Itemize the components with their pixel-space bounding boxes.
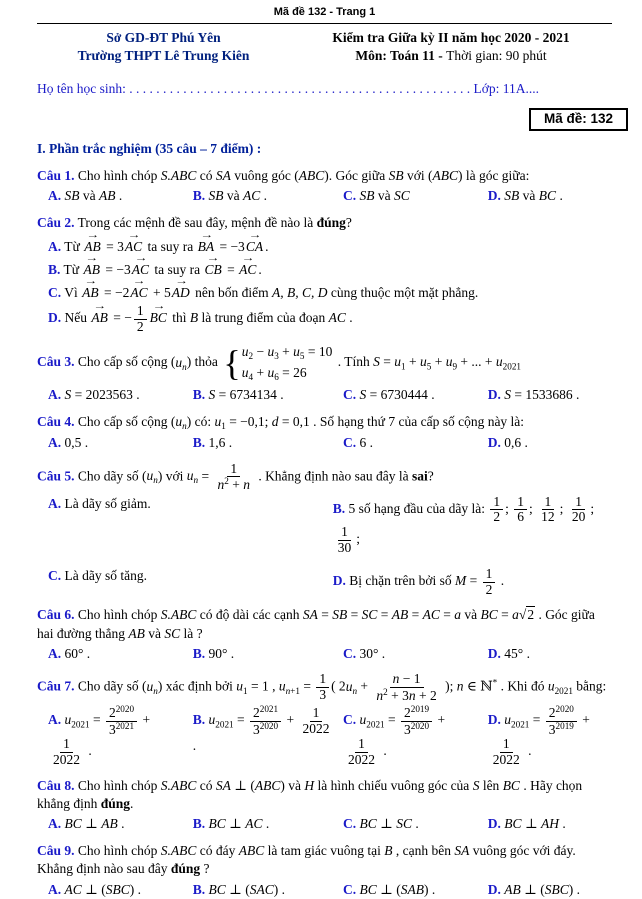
- option-letter: D.: [487, 435, 501, 451]
- question-label: Câu 1.: [37, 167, 75, 183]
- option-letter: B.: [48, 261, 61, 277]
- answer-option: C. $u_{2021}$ = $\frac{2^{2019}}{3^{2020}}$ + $\frac{1}{2022}$ .: [343, 704, 446, 767]
- options: [37, 645, 612, 663]
- fraction: $\frac{1}{6}$: [514, 495, 527, 525]
- fraction: $\frac{1}{2022}$: [348, 736, 376, 767]
- options: [37, 235, 612, 335]
- option-letter: B.: [192, 816, 206, 831]
- options: [37, 495, 612, 597]
- question: [37, 606, 612, 663]
- exam-title: Kiểm tra Giữa kỳ II năm học 2020 - 2021: [332, 29, 570, 45]
- question: [37, 343, 612, 403]
- answer-option: B. 5 số hạng đầu của dãy là: $\frac{1}{2}$ ; $\frac{1}{6}$ ; $\frac{1}{12}$ ; $\frac{1}{20}$ ; $\frac{1}{30}$ ;: [332, 493, 595, 555]
- fraction: $\frac{1}{2}$: [490, 495, 503, 525]
- answer-option: C. Vì → AB = −2→ AC + 5→ AD nên bốn điểm A, B, C, D cùng thuộc một mặt phẳng.: [37, 281, 612, 302]
- option-letter: B.: [192, 386, 206, 402]
- question-label: Câu 5.: [37, 468, 75, 484]
- option-letter: D.: [487, 816, 501, 831]
- exam-header: [37, 29, 612, 65]
- school-office: Sở GD-ĐT Phú Yên: [106, 29, 221, 45]
- answer-option: B. 1,6 .: [192, 435, 233, 451]
- question-text: Câu 3. Cho cấp số cộng $(u_n)$ thỏa { $u_2 - u_3 + u_5 = 10$ $u_4 + u_6 = 26$ . Tính $S = u_1 + u_5 + u_9$ + ... + $u_{2021}$: [37, 343, 521, 383]
- fraction: $\frac{n - 1}{n^2 + 3n + 2}$: [376, 670, 437, 703]
- question-label: Câu 6.: [37, 607, 75, 623]
- question-label: Câu 2.: [37, 215, 75, 231]
- answer-option: C. S = 6730444 .: [343, 386, 435, 402]
- option-letter: A.: [48, 386, 62, 402]
- option-letter: C.: [343, 645, 357, 661]
- answer-option: C. BC ⊥ (SAB) .: [343, 881, 436, 897]
- question: [37, 777, 612, 834]
- vector: → CB: [203, 258, 223, 279]
- answer-option: A. SB và AB .: [48, 188, 123, 204]
- answer-option: D. 45° .: [487, 645, 530, 661]
- answer-option: D. 0,6 .: [487, 435, 528, 451]
- vector: → AB: [90, 306, 110, 327]
- vector: → AC: [238, 258, 258, 279]
- option-letter: A.: [48, 238, 62, 254]
- student-name-line: [37, 80, 612, 98]
- option-letter: D.: [332, 573, 346, 589]
- option-letter: D.: [48, 310, 62, 326]
- option-letter: B.: [192, 188, 206, 204]
- option-letter: C.: [48, 285, 62, 301]
- answer-option: C. 6 .: [343, 435, 374, 451]
- answer-option: D. S = 1533686 .: [487, 386, 580, 402]
- exam-duration: Thời gian: 90 phút: [446, 48, 547, 64]
- option-letter: D.: [487, 386, 501, 402]
- answer-option: C. 30° .: [343, 645, 386, 661]
- student-name-label: Họ tên học sinh:: [37, 81, 130, 97]
- option-letter: D.: [487, 645, 501, 661]
- options: [37, 386, 612, 404]
- answer-option: B. 90° .: [192, 645, 235, 661]
- fraction: $\frac{1}{20}$: [571, 493, 586, 525]
- fraction: $\frac{1}{2022}$: [302, 705, 330, 736]
- vector: → AB: [83, 235, 103, 256]
- vector: → AC: [124, 235, 144, 256]
- option-letter: C.: [343, 712, 357, 728]
- answer-option: A. $u_{2021}$ = $\frac{2^{2020}}{3^{2021}}$ + $\frac{1}{2022}$ .: [48, 704, 151, 767]
- option-letter: A.: [48, 712, 62, 728]
- vector: → BC: [149, 306, 169, 327]
- vector: → CA: [245, 235, 265, 256]
- fraction: $\frac{1}{n^2 + n}$: [217, 460, 250, 493]
- answer-option: A. 0,5 .: [48, 435, 89, 451]
- question-label: Câu 4.: [37, 413, 75, 429]
- question: [37, 214, 612, 334]
- answer-option: B. S = 6734134 .: [192, 386, 284, 402]
- option-letter: D.: [487, 188, 501, 204]
- option-letter: A.: [48, 645, 62, 661]
- vector: → AC: [129, 281, 149, 302]
- question: [37, 413, 612, 453]
- vector: → BA: [197, 235, 217, 256]
- option-letter: C.: [343, 188, 357, 204]
- answer-option: B. SB và AC .: [192, 188, 268, 204]
- options: [37, 705, 612, 767]
- answer-option: D. AB ⊥ (SBC) .: [487, 881, 581, 897]
- answer-option: B. BC ⊥ (SAC) .: [192, 881, 285, 897]
- question-text: Câu 8. Cho hình chóp S.ABC có SA ⊥ (ABC) và H là hình chiếu vuông góc của S lên BC . Hãy chọn khẳng định đúng.: [37, 777, 583, 811]
- fraction: $\frac{1}{2022}$: [53, 736, 80, 767]
- question-label: Câu 9.: [37, 843, 75, 859]
- exam-code-box: Mã đề: 132: [529, 108, 628, 131]
- questions: [37, 167, 612, 899]
- option-letter: B.: [192, 712, 206, 728]
- option-letter: D.: [487, 712, 501, 728]
- question-label: Câu 8.: [37, 777, 75, 793]
- square-root: √2: [518, 607, 535, 623]
- vector: → AB: [81, 281, 101, 302]
- option-letter: C.: [343, 435, 357, 451]
- question: [37, 672, 612, 768]
- question-text: Câu 2. Trong các mệnh đề sau đây, mệnh đề nào là đúng?: [37, 215, 352, 231]
- question-text: Câu 9. Cho hình chóp S.ABC có đáy ABC là tam giác vuông tại B , cạnh bên SA vuông góc với đáy. Khẳng định nào sau đây đúng ?: [37, 843, 576, 877]
- answer-option: A. Là dãy số giảm.: [48, 495, 151, 511]
- option-letter: D.: [487, 881, 501, 897]
- answer-option: A. BC ⊥ AB .: [48, 816, 125, 831]
- fraction: $\frac{1}{2022}$: [492, 736, 520, 767]
- answer-option: D. $u_{2021}$ = $\frac{2^{2020}}{3^{2019}}$ + $\frac{1}{2022}$ .: [487, 704, 590, 767]
- answer-option: A. S = 2023563 .: [48, 386, 140, 402]
- fraction: $\frac{2^{2019}}{3^{2020}}$: [401, 705, 432, 737]
- answer-option: C. SB và SC: [343, 188, 410, 204]
- answer-option: D. SB và BC .: [487, 188, 563, 204]
- answer-option: B. BC ⊥ AC .: [192, 816, 270, 831]
- class-label: Lớp: 11A....: [473, 81, 540, 97]
- question-text: Câu 7. Cho dãy số $(u_n)$ xác định bởi $u_1 = 1$ , $u_{n+1}$ = $\frac{1}{3}$ ( $2u_n$ + $\frac{n - 1}{n^2 + 3n + 2}$ ); n ∈ ℕ* . Khi đó $u_{2021}$ bằng:: [37, 670, 607, 703]
- vector: → AC: [131, 258, 151, 279]
- fraction: $\frac{1}{2}$: [134, 304, 147, 334]
- answer-option: A. AC ⊥ (SBC) .: [48, 881, 141, 897]
- fraction: $\frac{1}{12}$: [541, 493, 555, 525]
- options: [37, 434, 612, 452]
- equation-system: { $u_2 - u_3 + u_5 = 10$ $u_4 + u_6 = 26$: [223, 343, 333, 383]
- subject-line: [290, 47, 612, 65]
- answer-option: D. BC ⊥ AH .: [487, 816, 566, 831]
- answer-option: D. Bị chặn trên bởi số M = $\frac{1}{2}$ .: [332, 566, 505, 597]
- options: [37, 815, 612, 833]
- option-letter: A.: [48, 188, 62, 204]
- fraction: $\frac{1}{30}$: [337, 523, 352, 555]
- fraction: $\frac{1}{2}$: [483, 567, 496, 597]
- question-text: Câu 1. Cho hình chóp S.ABC có SA vuông góc (ABC). Góc giữa SB với (ABC) là góc giữa:: [37, 167, 530, 183]
- section-title: I. Phần trắc nghiệm (35 câu – 7 điểm) :: [37, 140, 262, 156]
- option-letter: C.: [343, 881, 357, 897]
- answer-option: C. Là dãy số tăng.: [48, 568, 147, 584]
- subject-name: Môn: Toán 11 -: [355, 48, 447, 64]
- option-letter: B.: [192, 435, 206, 451]
- question: [37, 462, 612, 598]
- page-header-code: Mã đề 132 - Trang 1: [37, 5, 612, 24]
- question-text: Câu 6. Cho hình chóp S.ABC có độ dài các cạnh SA = SB = SC = AB = AC = a và BC = a√2 . Góc giữa hai đường thẳng AB và SC là ?: [37, 607, 595, 641]
- fraction: $\frac{1}{3}$: [316, 672, 329, 702]
- question: [37, 167, 612, 205]
- exam-title-block: [290, 29, 612, 65]
- question-label: Câu 3.: [37, 354, 75, 370]
- options: [37, 881, 612, 899]
- option-letter: C.: [343, 386, 357, 402]
- answer-option: D. Nếu → AB = − $\frac{1}{2}$ → BC thì B là trung điểm của đoạn AC .: [37, 304, 612, 334]
- option-letter: A.: [48, 495, 62, 511]
- fraction: $\frac{2^{2020}}{3^{2019}}$: [546, 705, 577, 737]
- answer-option: B. Từ → AB = −3→ AC ta suy ra → CB = → AC .: [37, 258, 612, 279]
- option-letter: B.: [332, 501, 346, 516]
- option-letter: A.: [48, 881, 62, 897]
- option-letter: C.: [343, 816, 357, 831]
- option-letter: B.: [192, 645, 206, 661]
- question-text: Câu 5. Cho dãy số $(u_n)$ với $u_n$ = $\frac{1}{n^2 + n}$ . Khẳng định nào sau đây là sai?: [37, 460, 434, 493]
- options: [37, 187, 612, 205]
- question: [37, 842, 612, 899]
- vector: → AD: [171, 281, 192, 302]
- fraction: $\frac{2^{2021}}{3^{2020}}$: [250, 705, 281, 737]
- school-name: Trường THPT Lê Trung Kiên: [77, 48, 250, 64]
- answer-option: A. Từ → AB = 3→ AC ta suy ra → BA = −3→ CA .: [37, 235, 612, 256]
- school-block: [37, 29, 290, 65]
- exam-code-row: [37, 108, 612, 131]
- answer-option: B. $u_{2021}$ = $\frac{2^{2021}}{3^{2020}}$ + $\frac{1}{2022}$ .: [193, 705, 339, 767]
- question-text: Câu 4. Cho cấp số cộng $(u_n)$ có: $u_1 = -0,1$; d = 0,1 . Số hạng thứ 7 của cấp số cộng này là:: [37, 413, 525, 432]
- option-letter: A.: [48, 435, 62, 451]
- fraction: $\frac{2^{2020}}{3^{2021}}$: [106, 705, 137, 737]
- option-letter: A.: [48, 816, 62, 831]
- option-letter: B.: [192, 881, 206, 897]
- student-name-dots: . . . . . . . . . . . . . . . . . . . . . . . . . . . . . . . . . . . . . . . . . . . . . . . . . . .: [129, 81, 474, 97]
- vector: → AB: [82, 258, 102, 279]
- question-label: Câu 7.: [37, 678, 75, 694]
- answer-option: C. BC ⊥ SC .: [343, 816, 419, 831]
- answer-option: A. 60° .: [48, 645, 91, 661]
- option-letter: C.: [48, 568, 62, 584]
